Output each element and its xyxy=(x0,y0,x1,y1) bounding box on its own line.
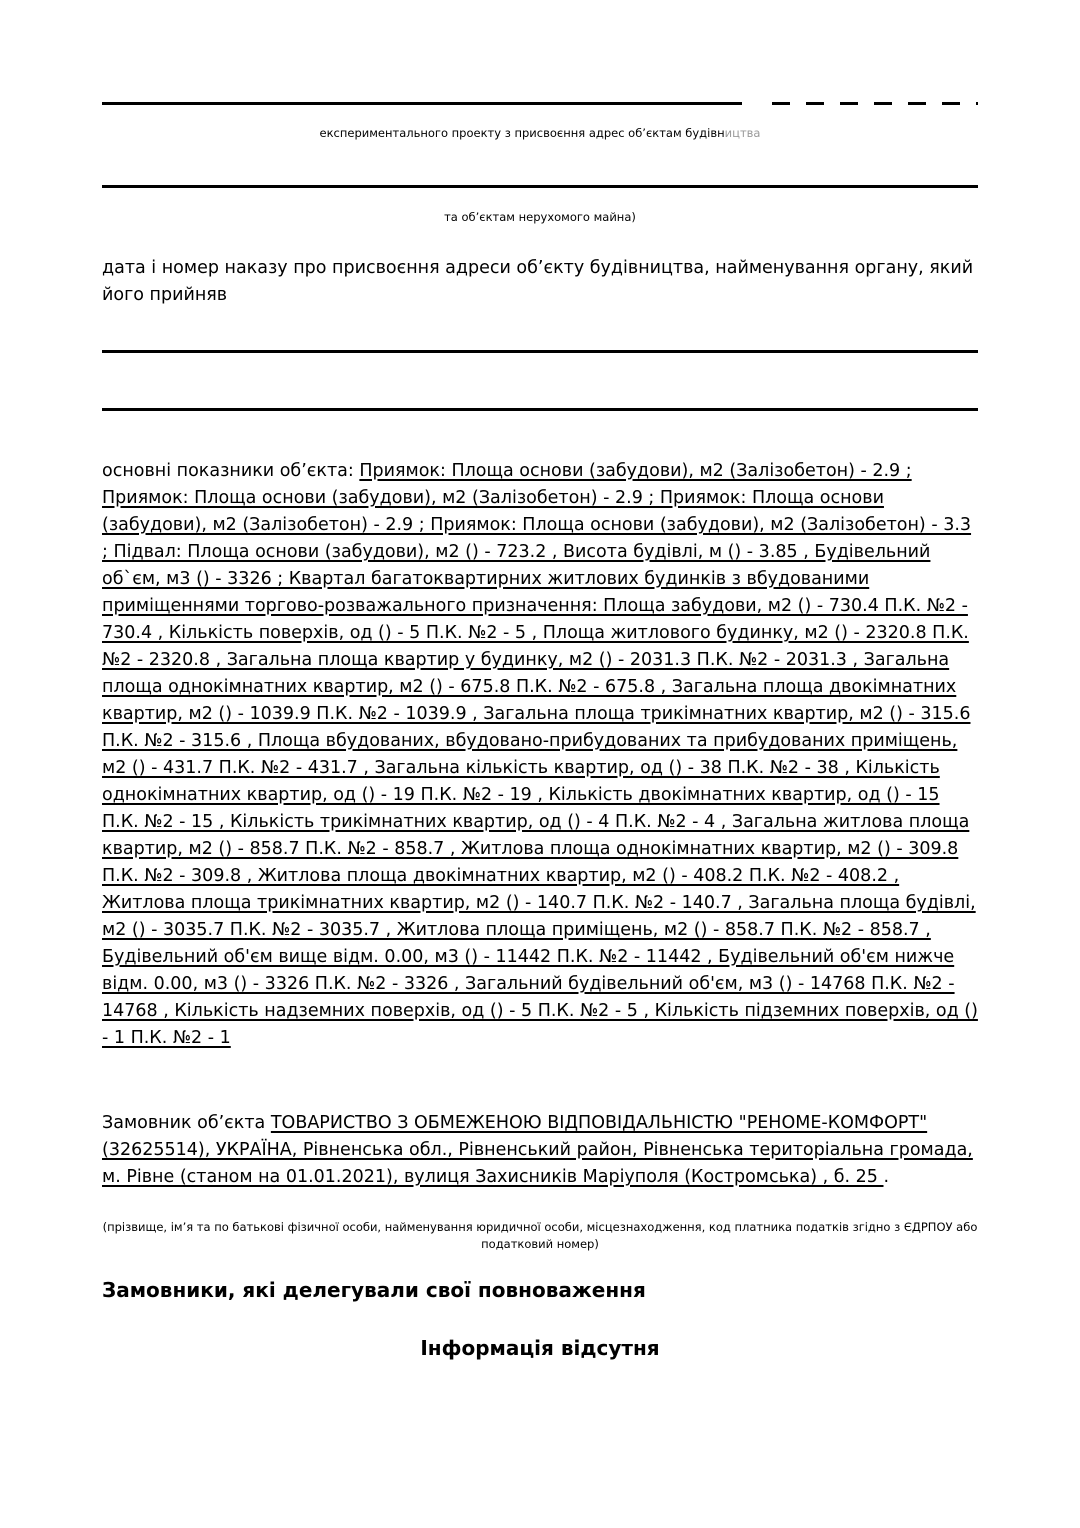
indicators-value: Приямок: Площа основи (забудови), м2 (Залізобетон) - 2.9 ; Приямок: Площа основи (забудови), м2 (Залізобетон) - 2.9 ; Приямок: Площа основи (забудови), м2 (Залізобетон) - 2.9 ; Приямок: Площа основи (забудови), м2 (Залізобетон) - 3.3 ; Підвал: Площа основи (забудови), м2 () - 723.2 , Висота будівлі, м () - 3.85 , Будівельний об`єм, м3 () - 3326 ; Квартал багатоквартирних житлових будинків з вбудованими приміщеннями торгово-розважального призначення: Площа забудови, м2 () - 730.4 П.К. №2 - 730.4 , Кількість поверхів, од () - 5 П.К. №2 - 5 , Площа житлового будинку, м2 () - 2320.8 П.К. №2 - 2320.8 , Загальна площа квартир у будинку, м2 () - 2031.3 П.К. №2 - 2031.3 , Загальна площа однокімнатних квартир, м2 () - 675.8 П.К. №2 - 675.8 , Загальна площа двокімнатних квартир, м2 () - 1039.9 П.К. №2 - 1039.9 , Загальна площа трикімнатних квартир, м2 () - 315.6 П.К. №2 - 315.6 , Площа вбудованих, вбудовано-прибудованих та прибудованих приміщень, м2 () - 431.7 П.К. №2 - 431.7 , Загальна кількість квартир, од () - 38 П.К. №2 - 38 , Кількість однокімнатних квартир, од () - 19 П.К. №2 - 19 , Кількість двокімнатних квартир, од () - 15 П.К. №2 - 15 , Кількість трикімнатних квартир, од () - 4 П.К. №2 - 4 , Загальна житлова площа квартир, м2 () - 858.7 П.К. №2 - 858.7 , Житлова площа однокімнатних квартир, м2 () - 309.8 П.К. №2 - 309.8 , Житлова площа двокімнатних квартир, м2 () - 408.2 П.К. №2 - 408.2 , Житлова площа трикімнатних квартир, м2 () - 140.7 П.К. №2 - 140.7 , Загальна площа будівлі, м2 () - 3035.7 П.К. №2 - 3035.7 , Житлова площа приміщень, м2 () - 858.7 П.К. №2 - 858.7 , Будівельний об'єм вище відм. 0.00, м3 () - 11442 П.К. №2 - 11442 , Будівельний об'єм нижче відм. 0.00, м3 () - 3326 П.К. №2 - 3326 , Загальний будівельний об'єм, м3 () - 14768 П.К. №2 - 14768 , Кількість надземних поверхів, од () - 5 П.К. №2 - 5 , Кількість підземних поверхів, од () - 1 П.К. №2 - 1 xyxy=(102,461,978,1048)
customer-label: Замовник об’єкта xyxy=(102,1113,266,1133)
header-caption-1 xyxy=(102,126,978,140)
order-rule-1 xyxy=(102,350,978,353)
header-caption-2: та об’єктам нерухомого майна) xyxy=(444,210,636,224)
indicators-label: основні показники об’єкта: xyxy=(102,461,354,481)
indicators-block xyxy=(102,458,978,1052)
top-rule-dashes xyxy=(772,102,978,105)
header-caption-1-faded: ицтва xyxy=(724,126,761,140)
delegates-heading: Замовники, які делегували свої повноваження xyxy=(102,1278,646,1302)
customer-block xyxy=(102,1110,978,1191)
customer-value: ТОВАРИСТВО З ОБМЕЖЕНОЮ ВІДПОВІДАЛЬНІСТЮ "РЕНОМЕ-КОМФОРТ" (32625514), УКРАЇНА, Рівненська обл., Рівненський район, Рівненська територіальна громада, м. Рівне (станом на 01.01.2021), вулиця Захисників Маріуполя (Костромська) , б. 25 xyxy=(102,1113,973,1187)
order-rule-2 xyxy=(102,408,978,411)
customer-end: . xyxy=(883,1167,890,1187)
order-field-label: дата і номер наказу про присвоєння адреси об’єкту будівництва, найменування органу, який його прийняв xyxy=(102,258,974,305)
header-caption-1-main: експериментального проекту з присвоєння адрес об’єктам будівн xyxy=(319,126,725,140)
customer-note: (прізвище, ім’я та по батькові фізичної особи, найменування юридичної особи, місцезнаходження, код платника податків згідно з ЄДРПОУ або податковий номер) xyxy=(102,1220,978,1251)
delegates-empty-text: Інформація відсутня xyxy=(420,1336,660,1360)
top-rule xyxy=(102,102,742,105)
header-rule xyxy=(102,185,978,188)
